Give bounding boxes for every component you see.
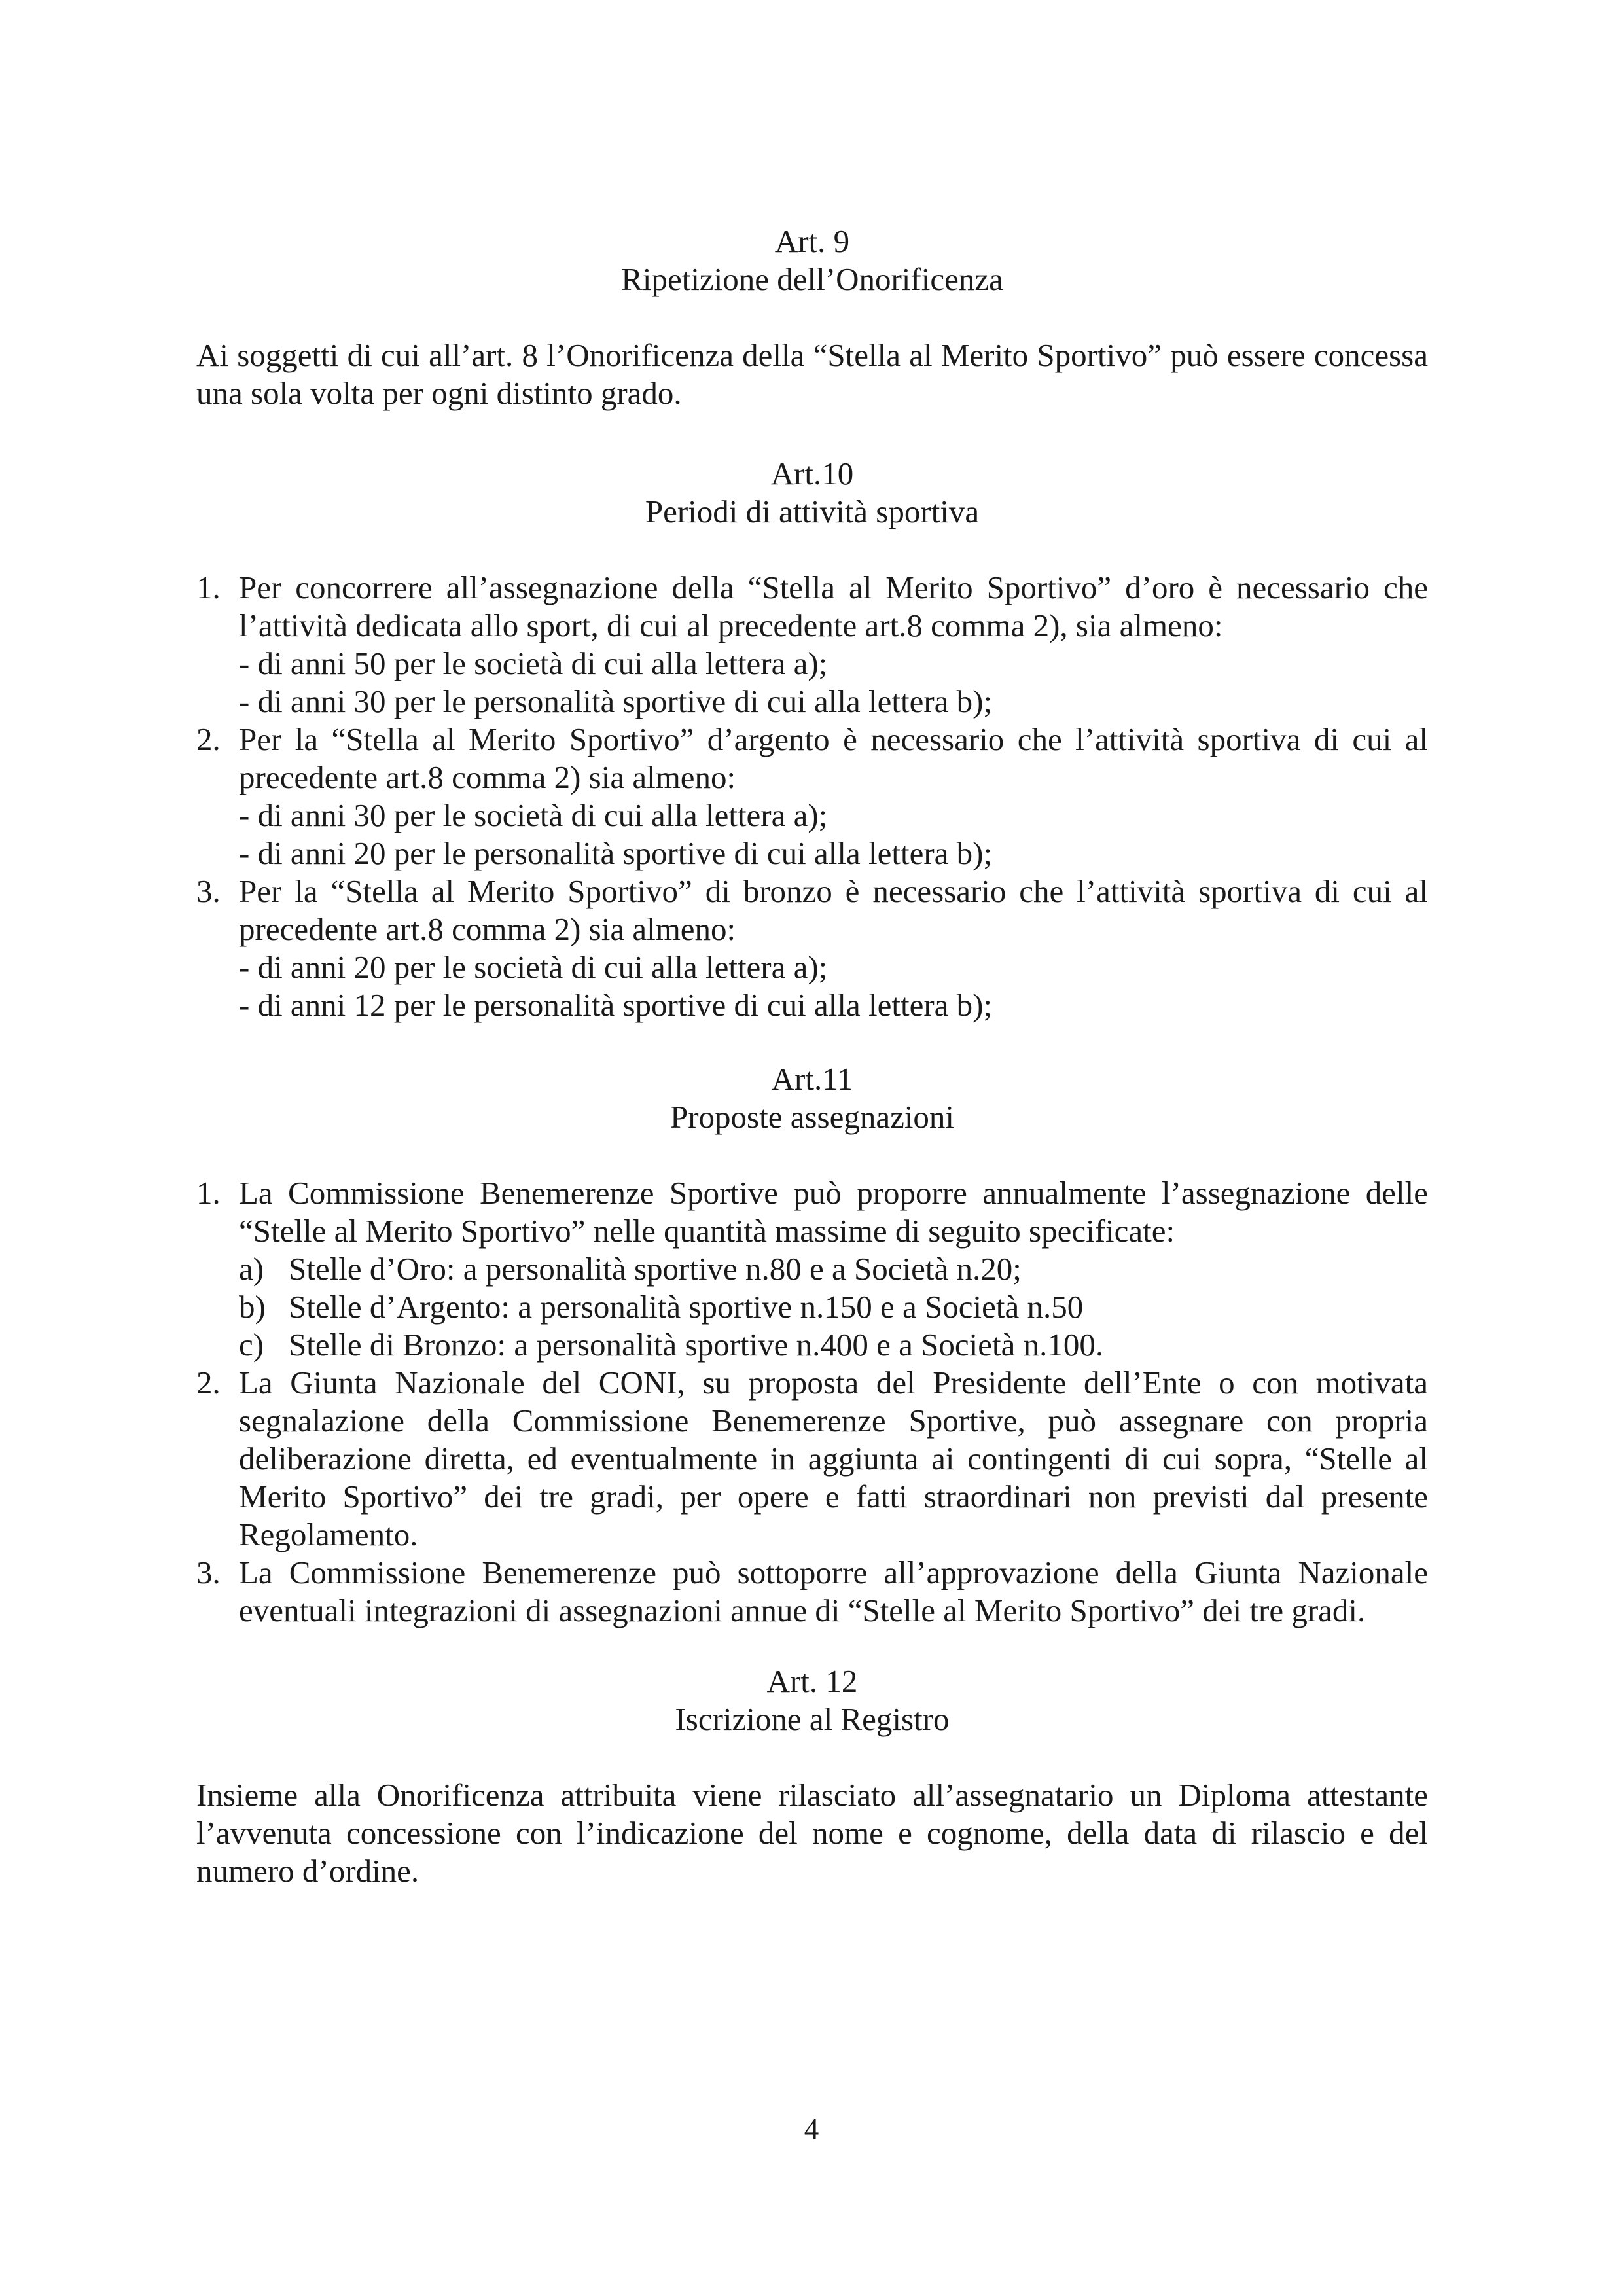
list-item-text: La Commissione Benemerenze Sportive può proporre annualmente l’assegnazione delle “Stelle al Merito Sportivo” nelle quantità massime di seguito specificate: bbox=[239, 1175, 1428, 1249]
article-11 bbox=[196, 1060, 1428, 1630]
list-item-line: - di anni 50 per le società di cui alla lettera a); bbox=[239, 645, 828, 681]
article-10-list bbox=[196, 569, 1428, 1024]
list-item bbox=[196, 721, 1428, 872]
page-number: 4 bbox=[804, 2113, 819, 2145]
list-item-line: - di anni 20 per le personalità sportive di cui alla lettera b); bbox=[239, 835, 993, 871]
article-12-title: Art. 12 bbox=[766, 1663, 858, 1699]
list-item-number: 1. bbox=[196, 569, 221, 605]
article-12-text: Insieme alla Onorificenza attribuita viene rilasciato all’assegnatario un Diploma attestante l’avvenuta concessione con l’indicazione del nome e cognome, della data di rilascio e del numero d’ordine. bbox=[196, 1777, 1428, 1889]
list-item-line: - di anni 30 per le società di cui alla lettera a); bbox=[239, 797, 828, 833]
list-item bbox=[196, 1174, 1428, 1364]
list-item bbox=[196, 872, 1428, 1024]
list-item-text: Per la “Stella al Merito Sportivo” d’argento è necessario che l’attività sportiva di cui al precedente art.8 comma 2) sia almeno: bbox=[239, 721, 1428, 795]
sub-item-mark: c) bbox=[239, 1327, 264, 1363]
list-item bbox=[196, 1554, 1428, 1630]
list-item-number: 2. bbox=[196, 1365, 221, 1401]
list-item-number: 3. bbox=[196, 873, 221, 909]
list-item-text: La Giunta Nazionale del CONI, su proposta del Presidente dell’Ente o con motivata segnalazione della Commissione Benemerenze Sportive, può assegnare con propria deliberazione diretta, ed eventualmente in aggiunta ai contingenti di cui sopra, “Stelle al Merito Sportivo” dei tre gradi, per opere e fatti straordinari non previsti dal presente Regolamento. bbox=[239, 1365, 1428, 1552]
list-item-line: - di anni 20 per le società di cui alla lettera a); bbox=[239, 949, 828, 985]
sub-item-text: Stelle d’Oro: a personalità sportive n.80 e a Società n.20; bbox=[289, 1251, 1022, 1287]
article-11-subtitle: Proposte assegnazioni bbox=[669, 1099, 955, 1135]
article-11-list bbox=[196, 1174, 1428, 1630]
article-9-text: Ai soggetti di cui all’art. 8 l’Onorificenza della “Stella al Merito Sportivo” può essere concessa una sola volta per ogni distinto grado. bbox=[196, 337, 1428, 411]
sub-item-mark: a) bbox=[239, 1251, 264, 1287]
list-item bbox=[196, 569, 1428, 721]
list-item-text: Per la “Stella al Merito Sportivo” di bronzo è necessario che l’attività sportiva di cui al precedente art.8 comma 2) sia almeno: bbox=[239, 873, 1428, 947]
list-item bbox=[196, 1364, 1428, 1554]
sub-item bbox=[239, 1326, 1428, 1364]
sub-item bbox=[239, 1250, 1428, 1288]
article-9 bbox=[196, 223, 1428, 412]
article-10 bbox=[196, 455, 1428, 1024]
article-11-title: Art.11 bbox=[771, 1061, 853, 1097]
article-9-title: Art. 9 bbox=[774, 223, 850, 259]
article-9-subtitle: Ripetizione dell’Onorificenza bbox=[621, 261, 1003, 297]
list-item-line: - di anni 30 per le personalità sportive di cui alla lettera b); bbox=[239, 683, 993, 719]
list-item-line: - di anni 12 per le personalità sportive di cui alla lettera b); bbox=[239, 987, 993, 1023]
list-item-number: 1. bbox=[196, 1175, 221, 1211]
list-item-number: 3. bbox=[196, 1554, 221, 1590]
article-10-subtitle: Periodi di attività sportiva bbox=[645, 493, 980, 529]
sub-item-text: Stelle d’Argento: a personalità sportive n.150 e a Società n.50 bbox=[289, 1289, 1084, 1325]
list-item-number: 2. bbox=[196, 721, 221, 757]
article-12-subtitle: Iscrizione al Registro bbox=[675, 1701, 950, 1737]
sub-item bbox=[239, 1288, 1428, 1326]
sub-item-mark: b) bbox=[239, 1289, 266, 1325]
article-10-title: Art.10 bbox=[770, 456, 854, 492]
list-item-text: La Commissione Benemerenze può sottoporre all’approvazione della Giunta Nazionale eventuali integrazioni di assegnazioni annue di “Stelle al Merito Sportivo” dei tre gradi. bbox=[239, 1554, 1428, 1628]
article-12 bbox=[196, 1662, 1428, 1890]
list-item-text: Per concorrere all’assegnazione della “Stella al Merito Sportivo” d’oro è necessario che l’attività dedicata allo sport, di cui al precedente art.8 comma 2), sia almeno: bbox=[239, 569, 1428, 643]
sub-item-text: Stelle di Bronzo: a personalità sportive n.400 e a Società n.100. bbox=[289, 1327, 1104, 1363]
